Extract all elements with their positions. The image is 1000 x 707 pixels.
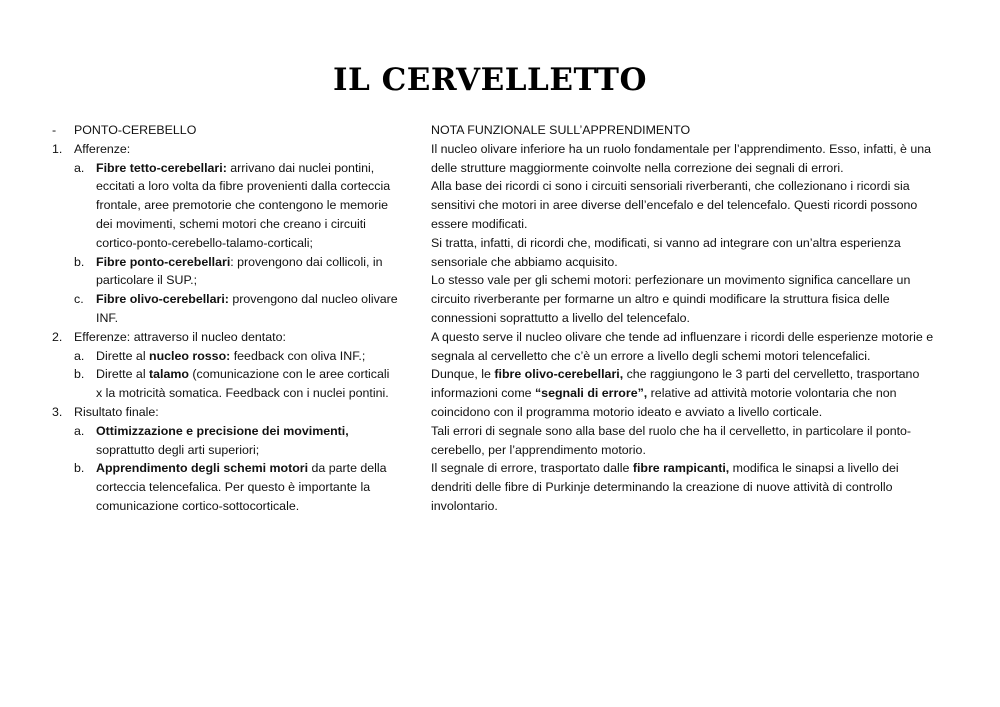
subitem-text — [96, 253, 398, 291]
subitem-body: arrivano dai nuclei pontini, eccitati a loro volta da fibre provenienti dalla corteccia frontale, aree premotorie che contengono le memorie dei movimenti, schemi motori che creano i circuiti cortico-ponto-cerebello-talamo-corticali; — [96, 160, 391, 250]
list-subitem-ottimizzazione — [52, 422, 398, 460]
efferenze-label: Efferenze: attraverso il nucleo dentato: — [74, 329, 286, 344]
list-subitem-apprendimento — [52, 459, 398, 515]
paragraph-text: Il segnale di errore, trasportato dalle — [431, 461, 633, 476]
list-subitem-ponto — [52, 253, 398, 291]
bold-term: Fibre tetto-cerebellari: — [96, 160, 227, 175]
subitem-body: da parte della corteccia telencefalica. Per questo è importante la comunicazione cortico-sottocorticale. — [96, 461, 387, 513]
subitem-body: : provengono dai collicoli, in particolare il SUP.; — [96, 254, 383, 288]
subitem-prefix: Dirette al — [96, 367, 150, 382]
bold-term: fibre olivo-cerebellari, — [494, 367, 624, 382]
list-subitem-olivo — [52, 290, 398, 328]
paragraph: Il nucleo olivare inferiore ha un ruolo fondamentale per l’apprendimento. Esso, infatti, è una delle strutture maggiormente coinvolte nella correzione dei segnali di errori. — [431, 141, 932, 175]
risultato-label: Risultato finale: — [74, 404, 159, 419]
paragraph-text: che raggiungono le 3 parti del cervelletto, trasportano informazioni come — [431, 367, 920, 401]
list-item-ponto-cerebello — [52, 121, 398, 140]
list-item-efferenze — [52, 328, 398, 347]
paragraph: Alla base dei ricordi ci sono i circuiti sensoriali riverberanti, che collezionano i ricordi sia sensitivi che motori in aree diverse dell’encefalo e del telencefalo. Questi ricordi possono essere modificati. — [431, 179, 918, 231]
bold-term: fibre rampicanti, — [632, 461, 730, 476]
paragraph-text: modifica le sinapsi a livello dei dendriti delle fibre di Purkinje determinando la creazione di nuove attività di controllo involontario. — [431, 461, 899, 513]
subitem-text — [96, 290, 398, 328]
letter-marker: a. — [74, 348, 85, 363]
paragraph: Lo stesso vale per gli schemi motori: perfezionare un movimento significa cancellare un circuito riverberante per formarne un altro e quindi modificare la struttura fisica delle connessioni soprattutto a livello del telencefalo. — [431, 273, 911, 325]
number-marker: 1. — [52, 141, 63, 156]
bold-term: Apprendimento degli schemi motori — [96, 461, 309, 476]
document-title: IL CERVELLETTO — [333, 62, 647, 98]
list-subitem-nucleo-rosso — [52, 347, 398, 366]
bold-term: Fibre olivo-cerebellari: — [96, 292, 229, 307]
subitem-text — [96, 365, 398, 403]
paragraph: Si tratta, infatti, di ricordi che, modificati, si vanno ad integrare con un’altra esperienza sensoriale che abbiamo acquisito. — [431, 235, 901, 269]
paragraph — [431, 365, 941, 421]
subitem-text — [96, 459, 398, 515]
letter-marker: b. — [74, 367, 85, 382]
subitem-body: provengono dal nucleo olivare INF. — [96, 292, 398, 325]
paragraph: A questo serve il nucleo olivare che tende ad influenzare i ricordi delle esperienze motorie e segnala al cervelletto che c’è un errore a livello degli schemi motori telencefalici. — [431, 329, 934, 363]
number-marker: 2. — [52, 329, 63, 344]
letter-marker: a. — [74, 423, 85, 438]
number-marker: 3. — [52, 404, 63, 419]
dash-marker: - — [52, 123, 57, 137]
letter-marker: c. — [74, 292, 84, 307]
subitem-body: feedback con oliva INF.; — [230, 348, 366, 363]
ponto-cerebello-label: PONTO-CEREBELLO — [74, 123, 197, 137]
bold-term: Ottimizzazione e precisione dei movimenti, — [96, 423, 349, 438]
subitem-prefix: Dirette al — [96, 348, 150, 363]
bold-term: Fibre ponto-cerebellari — [96, 254, 231, 269]
left-column — [52, 121, 398, 516]
letter-marker: a. — [74, 160, 85, 175]
bold-term: talamo — [149, 367, 189, 382]
letter-marker: b. — [74, 461, 85, 476]
paragraph — [431, 459, 941, 515]
section-heading: NOTA FUNZIONALE SULL’APPRENDIMENTO — [431, 123, 691, 137]
bold-term: “segnali di errore”, — [534, 386, 648, 401]
letter-marker: b. — [74, 254, 85, 269]
paragraph-text: Dunque, le — [431, 367, 495, 382]
paragraph-text: relative ad attività motorie volontaria che non coincidono con il programma motorio ideato e avviato a livello corticale. — [431, 386, 897, 419]
list-subitem-talamo — [52, 365, 398, 403]
list-item-afferenze — [52, 140, 398, 159]
subitem-text — [96, 159, 398, 253]
afferenze-label: Afferenze: — [74, 141, 131, 156]
paragraph: Tali errori di segnale sono alla base del ruolo che ha il cervelletto, in particolare il ponto-cerebello, per l’apprendimento motorio. — [431, 423, 912, 457]
list-subitem-tetto — [52, 159, 398, 253]
subitem-body: soprattutto degli arti superiori; — [96, 442, 260, 457]
subitem-text — [96, 422, 398, 460]
subitem-text — [96, 347, 398, 366]
subitem-body: (comunicazione con le aree corticali x la motricità somatica. Feedback con i nuclei pontini. — [96, 367, 390, 401]
right-column — [431, 121, 941, 516]
bold-term: nucleo rosso: — [149, 348, 231, 363]
list-item-risultato — [52, 403, 398, 422]
